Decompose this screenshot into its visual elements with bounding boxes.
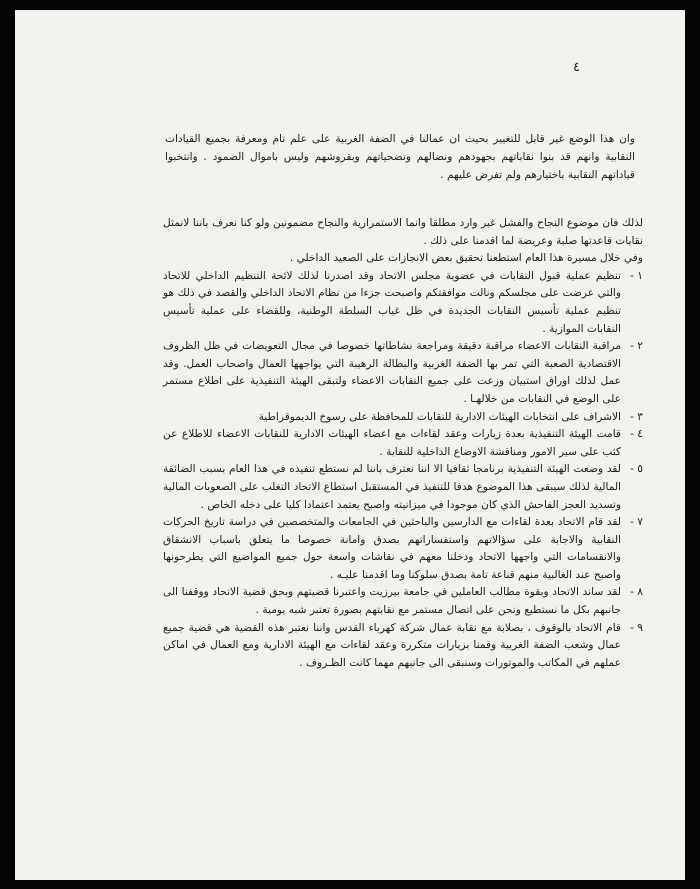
item-number: ٥ - <box>630 463 643 476</box>
list-item <box>163 620 643 673</box>
item-text: لقد وضعت الهيئة التنفيذية برنامجا ثقافيا الا اننا نعترف باننا لم نستطع تنفيذه في هذا العام بسبب الضائقة المالية لذلك سيبقى هذا الموضوع هدفا للتنفيذ في المستقبل استطاع الاتحاد التغلب على الصعوبات المالية وتسديد العجز الفاحش الذي كان موجودا في ميزانيته واصبح يعتمد اعتمادا كليا على دخله الخاص . <box>163 463 621 511</box>
item-number: ٢ - <box>630 340 643 353</box>
item-number: ٨ - <box>630 586 643 599</box>
item-text: لقد قام الاتحاد بعدة لقاءات مع الدارسين والباحثين في الجامعات والمتخصصين في دراسة تاريخ الحركات النقابية والاجابة على سؤالاتهم واستفساراتهم بصدق وامانة خصوصا ما يتعلق باسباب الانشقاق والانقسامات التي واجهها الاتحاد ودخلنا معهم في نقاشات واسعة حول جميع المواضيع التي يطرحونها واصبح عند الغالبية منهم قناعة تامة بصدق سلوكنا وما اقدمنا عليـه . <box>163 516 621 581</box>
item-number: ٣ - <box>630 410 643 423</box>
list-item <box>163 409 643 427</box>
page-number: ٤ <box>573 60 580 75</box>
item-text: تنظيم عملية قبول النقابات في عضوية مجلس الاتحاد وقد اصدرنا لذلك لائحة التنظيم الداخلي للاتحاد والتي عرضت على مجلسكم ونالت موافقتكم واصبحت جزءا من نظام الاتحاد الداخلي والقصد في ذلك هو تنظيم عملية تأسيس النقابات الجديدة في ظل غياب السلطة الوطنية، وللقضاء على عملية تأسيس النقابات الموازية . <box>163 269 621 335</box>
list-item <box>163 514 643 584</box>
item-number: ٩ - <box>630 621 643 634</box>
item-text: قامت الهيئة التنفيذية بعدة زيارات وعقد لقاءات مع اعضاء الهيئات الادارية للنقابات الاعضاء للاطلاع عن كثب على سير الامور ومناقشة الاوضاع الداخلية للنقابة . <box>163 428 621 458</box>
lead-paragraph-2: وفي خلال مسيرة هذا العام استطعنا تحقيق بعض الانجازات على الصعيد الداخلي . <box>289 252 643 265</box>
item-number: ٤ - <box>630 428 643 441</box>
intro-paragraph: وان هذا الوضع غير قابل للتغيير بحيث ان عمالنا في الضفة الغربية على علم تام ومعرفة بجميع القيادات النقابية وانهم قد بنوا نقاباتهم بجهودهم ونضالهم وتضحياتهم وبقروشهم وليس باموال الصمود . وانتخبوا قياداتهم النقابية باختيارهم ولم تفرض عليهم . <box>165 133 635 181</box>
list-item <box>163 426 643 461</box>
list-item <box>163 268 643 338</box>
list-item <box>163 338 643 408</box>
body-block <box>163 215 643 672</box>
item-text: مراقبة النقابات الاعضاء مراقبة دقيقة ومراجعة نشاطاتها خصوصا في مجال التعويضات في ظل الظروف الاقتصادية الصعبة التي تمر بها الضفة الغربية والبطالة الرهيبة التي يواجهها العمال واصحاب العمل. وقد عمل لذلك اوراق استبيان وزعت على جميع النقابات الاعضاء ولتبقى الهيئة التنفيذية على اطلاع مستمر على الوضع في النقابات من خلالهـا . <box>163 340 621 405</box>
lead-paragraph-1: لذلك فان موضوع النجاح والفشل غير وارد مطلقا وانما الاستمرارية والنجاح مضمونين ولو كنا نعرف باننا لانمثل نقابات قاعدتها صلبة وعريضة لما اقدمنا على ذلك . <box>163 217 643 247</box>
item-number: ١ - <box>630 269 643 282</box>
list-item <box>163 584 643 619</box>
list-item <box>163 461 643 514</box>
item-text: الاشراف على انتخابات الهيئات الادارية للنقابات للمحافظة على رسوخ الديموقراطية <box>258 410 621 423</box>
item-text: لقد ساند الاتحاد وبقوة مطالب العاملين في جامعة بيرزيت واعتبرنا قضيتهم وبحق قضية الاتحاد ووقفنا الى جانبهم بكل ما نستطيع ونحن على اتصال مستمر مع نقابتهم بصورة تعتبر شبه يومية . <box>163 586 621 617</box>
document-page <box>15 10 685 880</box>
item-text: قام الاتحاد بالوقوف ، بصلابة مع نقابة عمال شركة كهرباء القدس واننا نعتبر هذه القضية هي قضية جميع عمال وشعب الضفة الغربية وقمنا بزيارات متكررة وعقد لقاءات مع الهيئة الادارية ومع العمال في اماكن عملهم في المكاتب والموتورات وسنبقى الى جانبهم مهما كانت الظـروف . <box>163 621 621 669</box>
item-number: ٧ - <box>630 516 643 529</box>
